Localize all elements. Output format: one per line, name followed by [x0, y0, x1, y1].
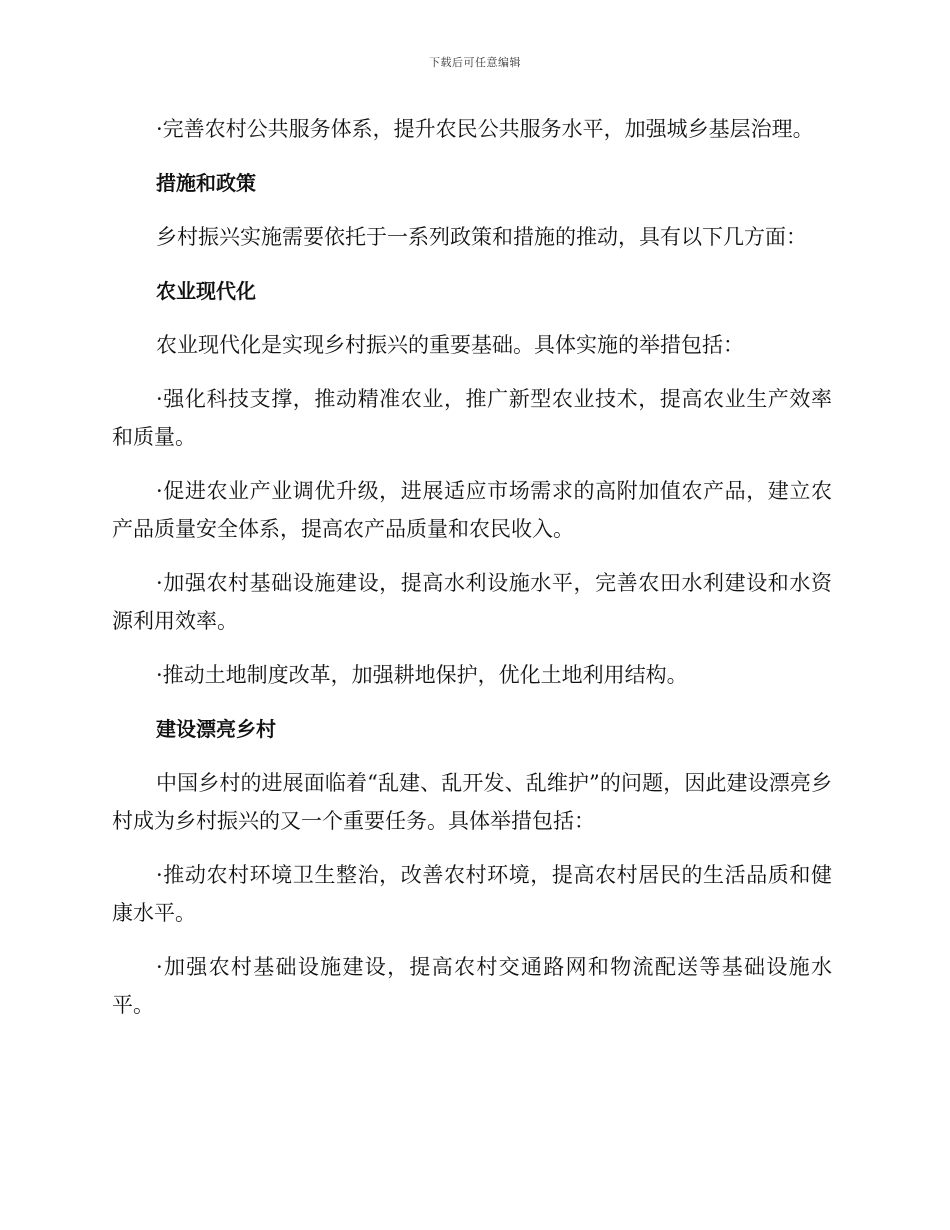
spacer: [112, 840, 832, 856]
bullet-paragraph: ·加强农村基础设施建设，提高农村交通路网和物流配送等基础设施水平。: [112, 955, 832, 1017]
spacer: [112, 640, 832, 656]
document-body: [112, 110, 832, 1024]
spacer: [112, 748, 832, 764]
spacer: [112, 694, 832, 710]
spacer: [112, 932, 832, 948]
spacer: [112, 364, 832, 380]
page-header: 下载后可任意编辑: [429, 56, 521, 69]
spacer: [112, 202, 832, 218]
bullet-paragraph: ·强化科技支撑，推动精准农业，推广新型农业技术，提高农业生产效率和质量。: [112, 387, 832, 449]
bullet-paragraph: ·推动土地制度改革，加强耕地保护，优化土地利用结构。: [156, 663, 688, 687]
bullet-paragraph: ·完善农村公共服务体系，提升农民公共服务水平，加强城乡基层治理。: [156, 117, 814, 141]
body-paragraph: 中国乡村的进展面临着“乱建、乱开发、乱维护”的问题，因此建设漂亮乡村成为乡村振兴的又一个重要任务。具体举措包括：: [112, 771, 832, 833]
body-paragraph: 农业现代化是实现乡村振兴的重要基础。具体实施的举措包括：: [156, 333, 744, 357]
section-heading: 措施和政策: [156, 171, 256, 195]
section-heading: 建设漂亮乡村: [156, 717, 276, 741]
spacer: [112, 256, 832, 272]
bullet-paragraph: ·加强农村基础设施建设，提高水利设施水平，完善农田水利建设和水资源利用效率。: [112, 571, 832, 633]
bullet-paragraph: ·推动农村环境卫生整治，改善农村环境，提高农村居民的生活品质和健康水平。: [112, 863, 832, 925]
spacer: [112, 310, 832, 326]
spacer: [112, 148, 832, 164]
body-paragraph: 乡村振兴实施需要依托于一系列政策和措施的推动，具有以下几方面：: [156, 225, 807, 249]
spacer: [112, 548, 832, 564]
bullet-paragraph: ·促进农业产业调优升级，进展适应市场需求的高附加值农产品，建立农产品质量安全体系，提高农产品质量和农民收入。: [112, 479, 832, 541]
spacer: [112, 456, 832, 472]
section-heading: 农业现代化: [156, 279, 256, 303]
